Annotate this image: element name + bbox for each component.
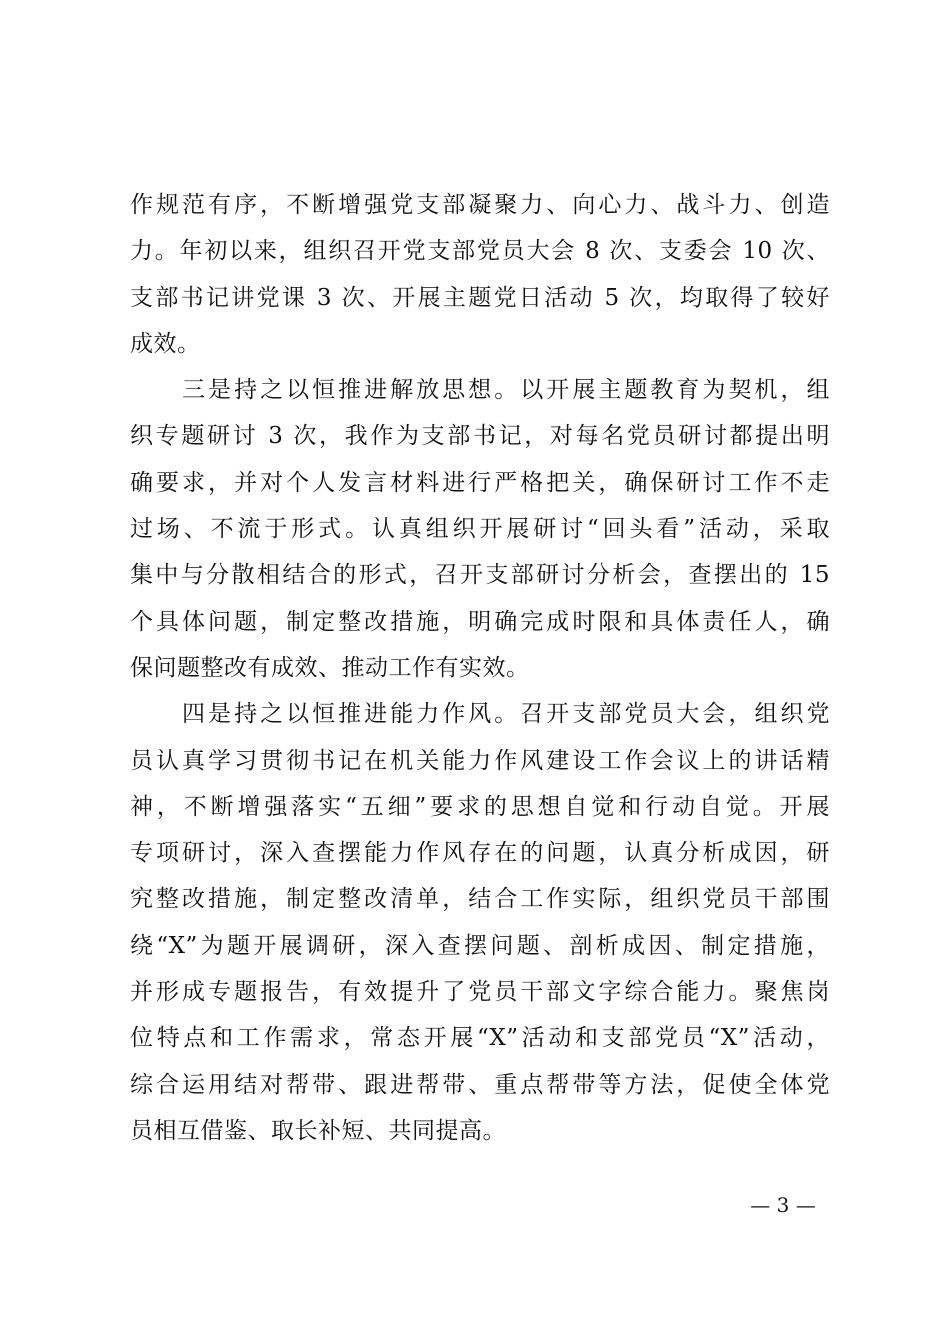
text-line: 绕“X”为题开展调研，深入查摆问题、剖析成因、制定措施， (130, 932, 830, 959)
text-line: 个具体问题，制定整改措施，明确完成时限和具体责任人，确 (130, 608, 830, 635)
text-line: 力。年初以来，组织召开党支部党员大会 8 次、支委会 10 次、 (130, 238, 830, 265)
text-line: 专项研讨，深入查摆能力作风存在的问题，认真分析成因，研 (130, 840, 830, 867)
text-line: 位特点和工作需求，常态开展“X”活动和支部党员“X”活动， (130, 1025, 830, 1052)
text-line: 集中与分散相结合的形式，召开支部研讨分析会，查摆出的 15 (130, 562, 830, 589)
text-line: 综合运用结对帮带、跟进帮带、重点帮带等方法，促使全体党 (130, 1071, 830, 1098)
text-line: 织专题研讨 3 次，我作为支部书记，对每名党员研讨都提出明 (130, 423, 830, 450)
text-line: 确要求，并对个人发言材料进行严格把关，确保研讨工作不走 (130, 469, 830, 496)
text-line: 三是持之以恒推进解放思想。以开展主题教育为契机，组 (130, 377, 830, 404)
text-line: 并形成专题报告，有效提升了党员干部文字综合能力。聚焦岗 (130, 979, 830, 1006)
body-text (130, 182, 830, 1154)
page-number: — 3 — (750, 1193, 816, 1217)
text-line: 四是持之以恒推进能力作风。召开支部党员大会，组织党 (130, 701, 830, 728)
text-line: 支部书记讲党课 3 次、开展主题党日活动 5 次，均取得了较好 (130, 284, 830, 311)
text-line: 员相互借鉴、取长补短、共同提高。 (130, 1117, 506, 1144)
text-line: 究整改措施，制定整改清单，结合工作实际，组织党员干部围 (130, 886, 830, 913)
text-line: 成效。 (130, 330, 201, 357)
text-line: 过场、不流于形式。认真组织开展研讨“回头看”活动，采取 (130, 516, 830, 543)
text-line: 神，不断增强落实“五细”要求的思想自觉和行动自觉。开展 (130, 793, 830, 820)
text-line: 员认真学习贯彻书记在机关能力作风建设工作会议上的讲话精 (130, 747, 830, 774)
text-line: 保问题整改有成效、推动工作有实效。 (130, 654, 530, 681)
text-line: 作规范有序，不断增强党支部凝聚力、向心力、战斗力、创造 (130, 192, 830, 218)
